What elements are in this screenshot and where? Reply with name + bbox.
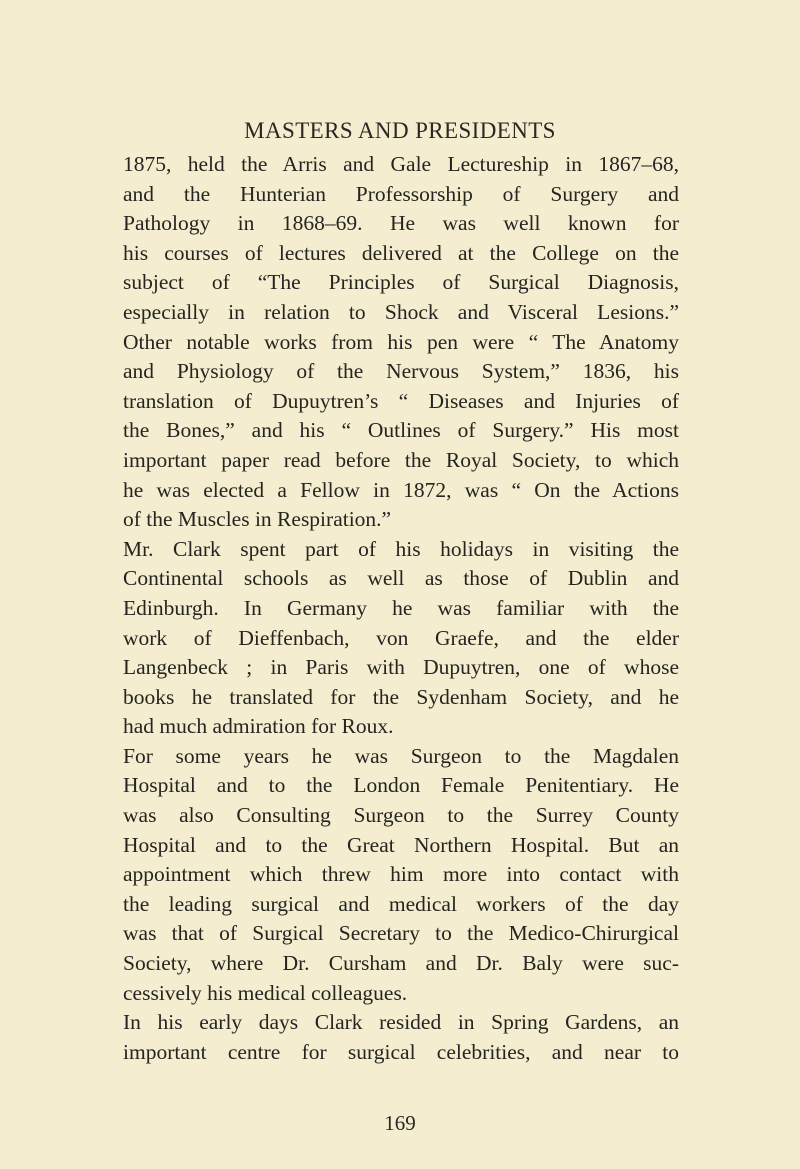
text-line: important paper read before the Royal Society, to which (123, 447, 679, 472)
text-line: For some years he was Surgeon to the Magdalen (123, 743, 679, 768)
text-line: Society, where Dr. Cursham and Dr. Baly were suc- (123, 951, 679, 976)
text-line: Continental schools as well as those of Dublin and (123, 566, 679, 591)
text-line: Pathology in 1868–69. He was well known for (123, 211, 679, 236)
text-line: work of Dieffenbach, von Graefe, and the elder (123, 625, 679, 650)
text-line: of the Muscles in Respiration.” (123, 507, 392, 532)
text-line: important centre for surgical celebrities, and near to (123, 1039, 679, 1064)
text-line: In his early days Clark resided in Spring Gardens, an (123, 1010, 679, 1035)
text-line: appointment which threw him more into contact with (123, 862, 679, 887)
text-line: cessively his medical colleagues. (123, 980, 408, 1005)
text-line: Mr. Clark spent part of his holidays in visiting the (123, 536, 679, 561)
text-line: subject of “The Principles of Surgical Diagnosis, (123, 270, 679, 295)
text-line: the leading surgical and medical workers of the day (123, 891, 679, 916)
text-line: and Physiology of the Nervous System,” 1836, his (123, 359, 679, 384)
text-line: 1875, held the Arris and Gale Lectureship in 1867–68, (123, 152, 679, 176)
text-line: the Bones,” and his “ Outlines of Surgery.” His most (123, 418, 679, 443)
text-line: translation of Dupuytren’s “ Diseases and Injuries of (123, 388, 679, 413)
text-line: and the Hunterian Professorship of Surgery and (123, 181, 679, 206)
text-line: Edinburgh. In Germany he was familiar with the (123, 595, 679, 620)
page-number: 169 (384, 1111, 416, 1135)
text-line: had much admiration for Roux. (123, 714, 394, 739)
text-line: Hospital and to the Great Northern Hospital. But an (123, 832, 679, 857)
text-line: Langenbeck ; in Paris with Dupuytren, one of whose (123, 655, 679, 680)
text-line: books he translated for the Sydenham Society, and he (123, 684, 679, 709)
text-line: he was elected a Fellow in 1872, was “ On the Actions (123, 477, 679, 502)
text-line: especially in relation to Shock and Visceral Lesions.” (123, 299, 679, 324)
running-head: MASTERS AND PRESIDENTS (244, 118, 556, 143)
text-line: was that of Surgical Secretary to the Medico-Chirurgical (123, 921, 679, 946)
body-text (123, 150, 679, 1067)
text-line: was also Consulting Surgeon to the Surrey County (123, 803, 679, 828)
text-line: Hospital and to the London Female Penitentiary. He (123, 773, 679, 798)
text-line: his courses of lectures delivered at the College on the (123, 240, 679, 265)
text-line: Other notable works from his pen were “ The Anatomy (123, 329, 679, 354)
